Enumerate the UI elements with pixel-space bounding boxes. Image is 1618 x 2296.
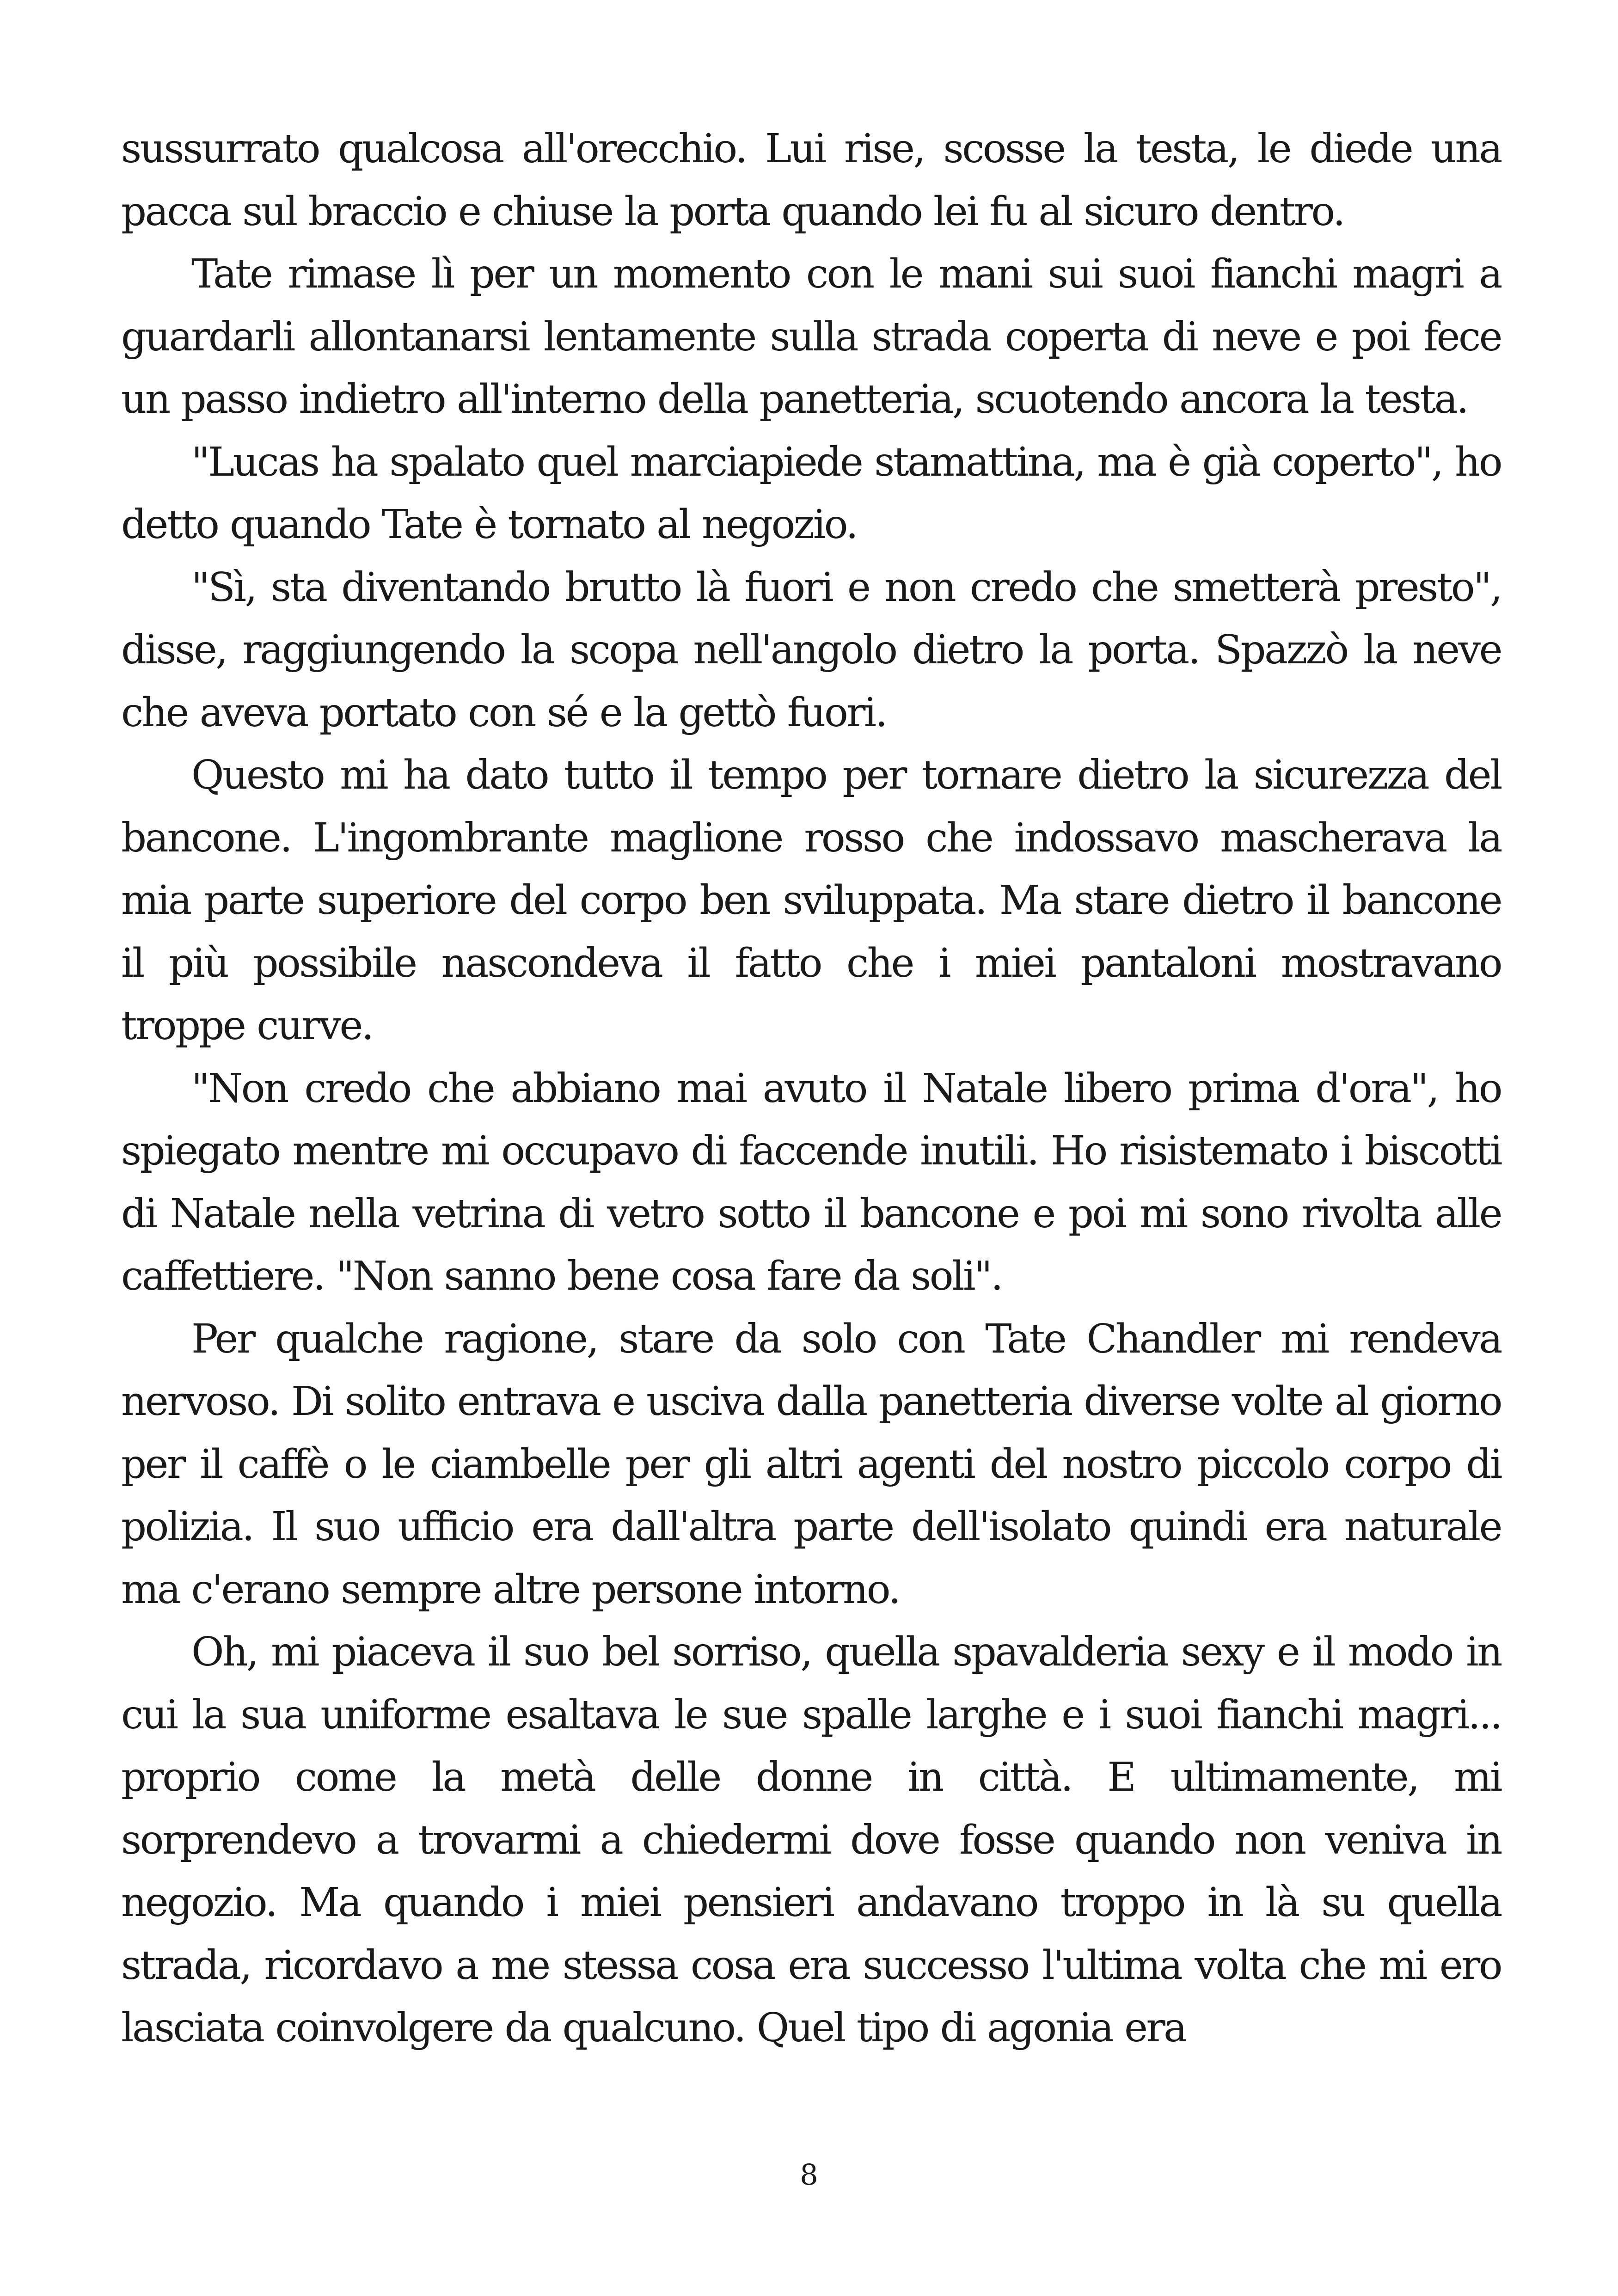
paragraph-3: "Lucas ha spalato quel marciapiede stamattina, ma è già coperto", ho detto quando Tate è tornato al negozio. <box>121 439 1501 548</box>
body-text <box>121 118 1501 2060</box>
paragraph-1: sussurrato qualcosa all'orecchio. Lui rise, scosse la testa, le diede una pacca sul braccio e chiuse la porta quando lei fu al sicuro dentro. <box>121 126 1501 235</box>
paragraph-8: Oh, mi piaceva il suo bel sorriso, quella spavalderia sexy e il modo in cui la sua uniforme esaltava le sue spalle larghe e i suoi fianchi magri... proprio come la metà delle donne in città. E ultimamente, mi sorprendevo a trovarmi a chiedermi dove fosse quando non veniva in negozio. Ma quando i miei pensieri andavano troppo in là su quella strada, ricordavo a me stessa cosa era successo l'ultima volta che mi ero lasciata coinvolgere da qualcuno. Quel tipo di agonia era <box>121 1629 1501 2051</box>
paragraph-7: Per qualche ragione, stare da solo con Tate Chandler mi rendeva nervoso. Di solito entrava e usciva dalla panetteria diverse volte al giorno per il caffè o le ciambelle per gli altri agenti del nostro piccolo corpo di polizia. Il suo ufficio era dall'altra parte dell'isolato quindi era naturale ma c'erano sempre altre persone intorno. <box>121 1316 1501 1613</box>
paragraph-5: Questo mi ha dato tutto il tempo per tornare dietro la sicurezza del bancone. L'ingombrante maglione rosso che indossavo mascherava la mia parte superiore del corpo ben sviluppata. Ma stare dietro il bancone il più possibile nascondeva il fatto che i miei pantaloni mostravano troppe curve. <box>121 752 1501 1049</box>
paragraph-4: "Sì, sta diventando brutto là fuori e non credo che smetterà presto", disse, raggiungendo la scopa nell'angolo dietro la porta. Spazzò la neve che aveva portato con sé e la gettò fuori. <box>121 564 1501 736</box>
paragraph-6: "Non credo che abbiano mai avuto il Natale libero prima d'ora", ho spiegato mentre mi occupavo di faccende inutili. Ho risistemato i biscotti di Natale nella vetrina di vetro sotto il bancone e poi mi sono rivolta alle caffettiere. "Non sanno bene cosa fare da soli". <box>121 1065 1501 1299</box>
paragraph-2: Tate rimase lì per un momento con le mani sui suoi fianchi magri a guardarli allontanarsi lentamente sulla strada coperta di neve e poi fece un passo indietro all'interno della panetteria, scuotendo ancora la testa. <box>121 251 1501 422</box>
page-number: 8 <box>800 2158 818 2192</box>
